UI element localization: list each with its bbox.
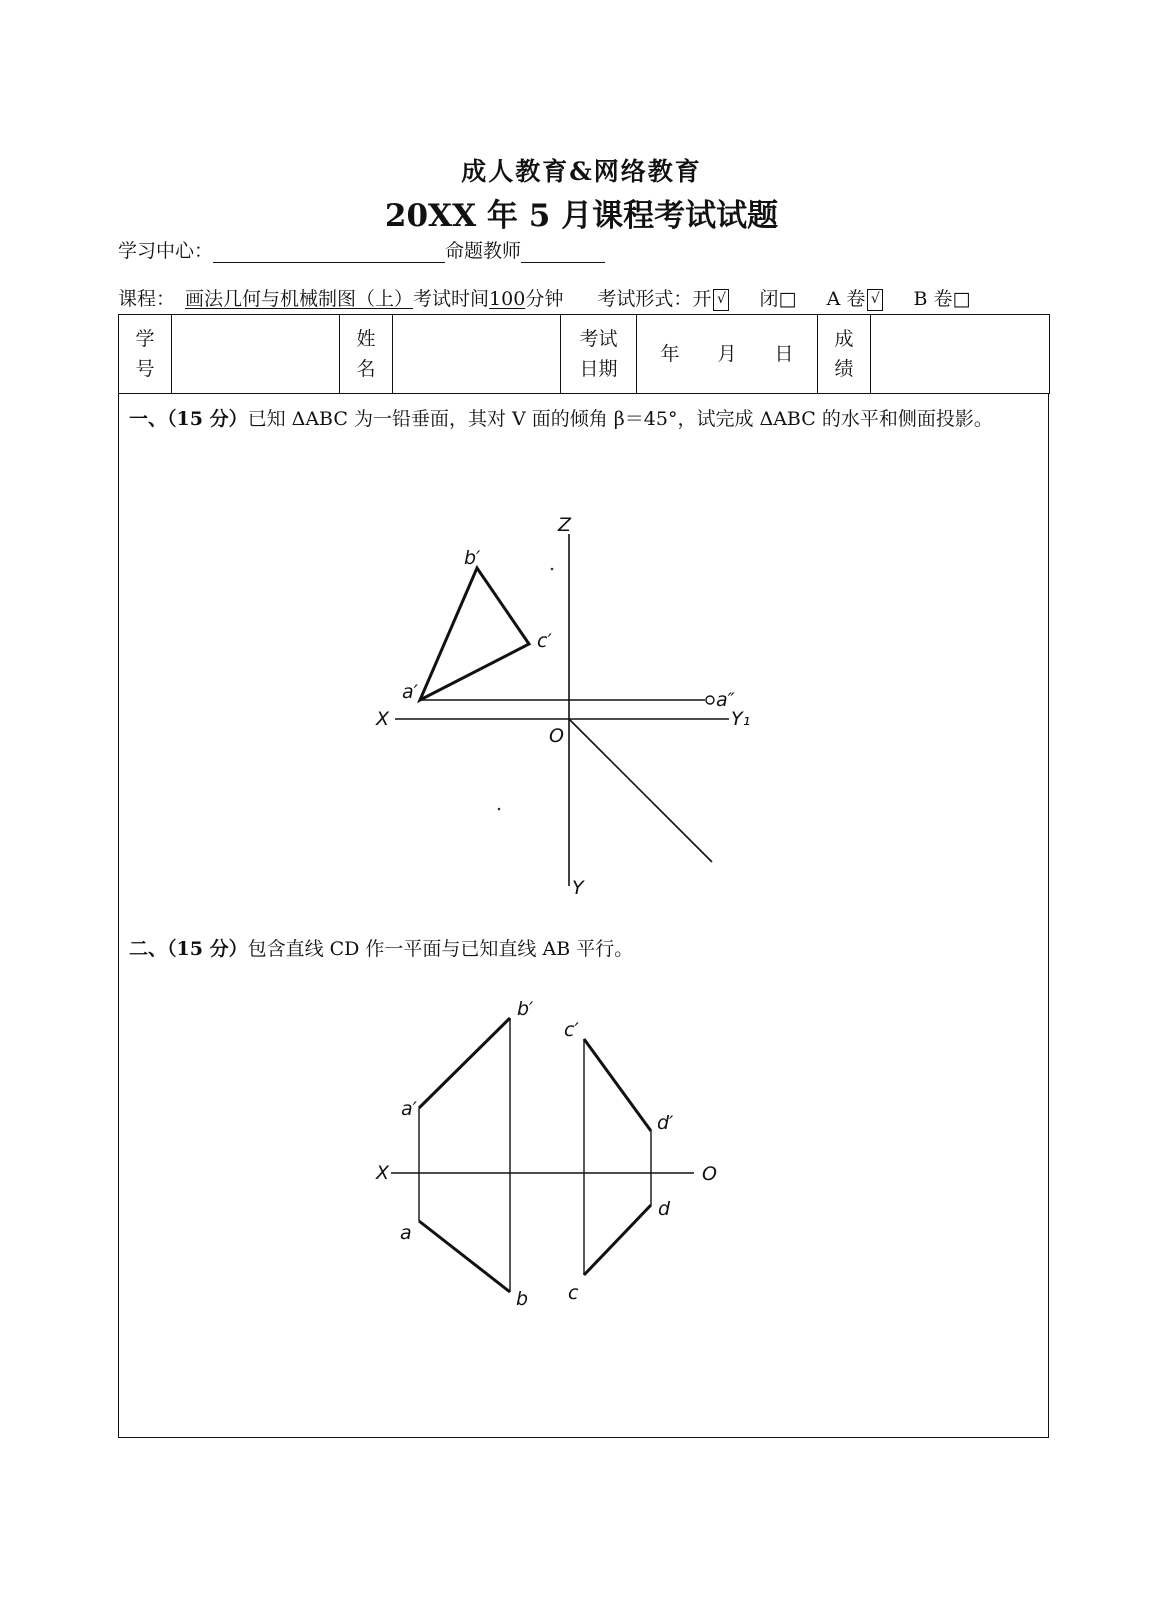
time-unit: 分钟 xyxy=(525,288,564,310)
yw-45-line xyxy=(569,719,712,862)
name-label: 姓名 xyxy=(356,328,376,380)
question-2 xyxy=(129,924,1034,974)
b-prime-label: b′ xyxy=(517,999,534,1020)
question-2-points: （15 分） xyxy=(167,938,248,960)
a-double-prime-point xyxy=(706,696,714,704)
time-value: 100 xyxy=(489,288,526,310)
d-label: d xyxy=(658,1198,671,1220)
open-checkbox[interactable]: √ xyxy=(713,289,729,311)
a-label: a xyxy=(400,1222,412,1244)
triangle-abc-v-projection xyxy=(420,568,529,700)
question-1 xyxy=(129,394,1034,444)
paper-a-checkbox[interactable]: √ xyxy=(867,289,883,311)
x-label: X xyxy=(376,708,390,730)
info-line-2 xyxy=(118,284,970,311)
o-label: O xyxy=(702,1163,717,1185)
exam-date-label: 考试日期 xyxy=(579,328,618,380)
paper-a-label: A 卷 xyxy=(826,288,866,310)
paper-b-checkbox[interactable]: □ xyxy=(952,288,971,310)
b-label: b xyxy=(516,1288,529,1310)
stray-dot xyxy=(498,808,501,811)
learning-center-label: 学习中心： xyxy=(118,240,214,262)
stray-dot xyxy=(551,568,554,571)
line-cd-v-projection xyxy=(584,1039,651,1131)
name-field[interactable] xyxy=(393,315,561,394)
z-label: Z xyxy=(558,514,572,536)
c-label: c xyxy=(568,1282,579,1304)
question-1-points: （15 分） xyxy=(167,408,248,430)
c-prime-label: c′ xyxy=(564,1019,579,1041)
figure-1-projection xyxy=(369,509,789,909)
school-title: 成人教育&网络教育 xyxy=(461,157,702,186)
exam-form-label: 考试形式：开 xyxy=(597,288,712,310)
info-line-1 xyxy=(118,236,605,263)
closed-label: 闭 xyxy=(759,288,779,310)
a-prime-label: a′ xyxy=(402,681,418,703)
x-label: X xyxy=(376,1162,390,1184)
figure-2-projection xyxy=(369,999,739,1329)
question-1-number: 一、 xyxy=(129,408,168,430)
o-label: O xyxy=(549,725,564,747)
paper-b-label: B 卷 xyxy=(913,288,953,310)
learning-center-field[interactable] xyxy=(213,240,445,263)
question-2-number: 二、 xyxy=(129,938,168,960)
d-prime-label: d′ xyxy=(657,1112,674,1134)
a-prime-label: a′ xyxy=(401,1098,417,1120)
student-info-table xyxy=(118,314,1050,394)
closed-checkbox[interactable]: □ xyxy=(778,288,797,310)
question-area xyxy=(118,394,1049,1438)
line-cd-h-projection xyxy=(584,1205,651,1275)
score-field[interactable] xyxy=(871,315,1050,394)
question-1-text: 已知 ΔABC 为一铅垂面，其对 V 面的倾角 β＝45°，试完成 ΔABC 的水平和侧面投影。 xyxy=(247,408,993,430)
course-name: 画法几何与机械制图（上） xyxy=(185,288,414,310)
time-label: 考试时间 xyxy=(413,288,490,310)
score-label: 成绩 xyxy=(834,328,854,380)
student-no-label: 学号 xyxy=(135,328,155,380)
teacher-label: 命题教师 xyxy=(445,240,522,262)
b-prime-label: b′ xyxy=(464,547,481,569)
y1-label: Y₁ xyxy=(731,708,751,730)
exam-date-value[interactable]: 年 月 日 xyxy=(637,315,818,394)
teacher-field[interactable] xyxy=(521,240,605,263)
a-double-prime-label: a″ xyxy=(716,689,735,711)
line-ab-v-projection xyxy=(419,1018,510,1108)
y-label: Y xyxy=(572,877,584,899)
line-ab-h-projection xyxy=(419,1221,510,1292)
course-label: 课程： xyxy=(118,288,176,310)
question-2-text: 包含直线 CD 作一平面与已知直线 AB 平行。 xyxy=(247,938,634,960)
exam-title: 20XX 年 5 月课程考试试题 xyxy=(384,198,779,234)
student-no-field[interactable] xyxy=(172,315,340,394)
c-prime-label: c′ xyxy=(537,630,552,652)
